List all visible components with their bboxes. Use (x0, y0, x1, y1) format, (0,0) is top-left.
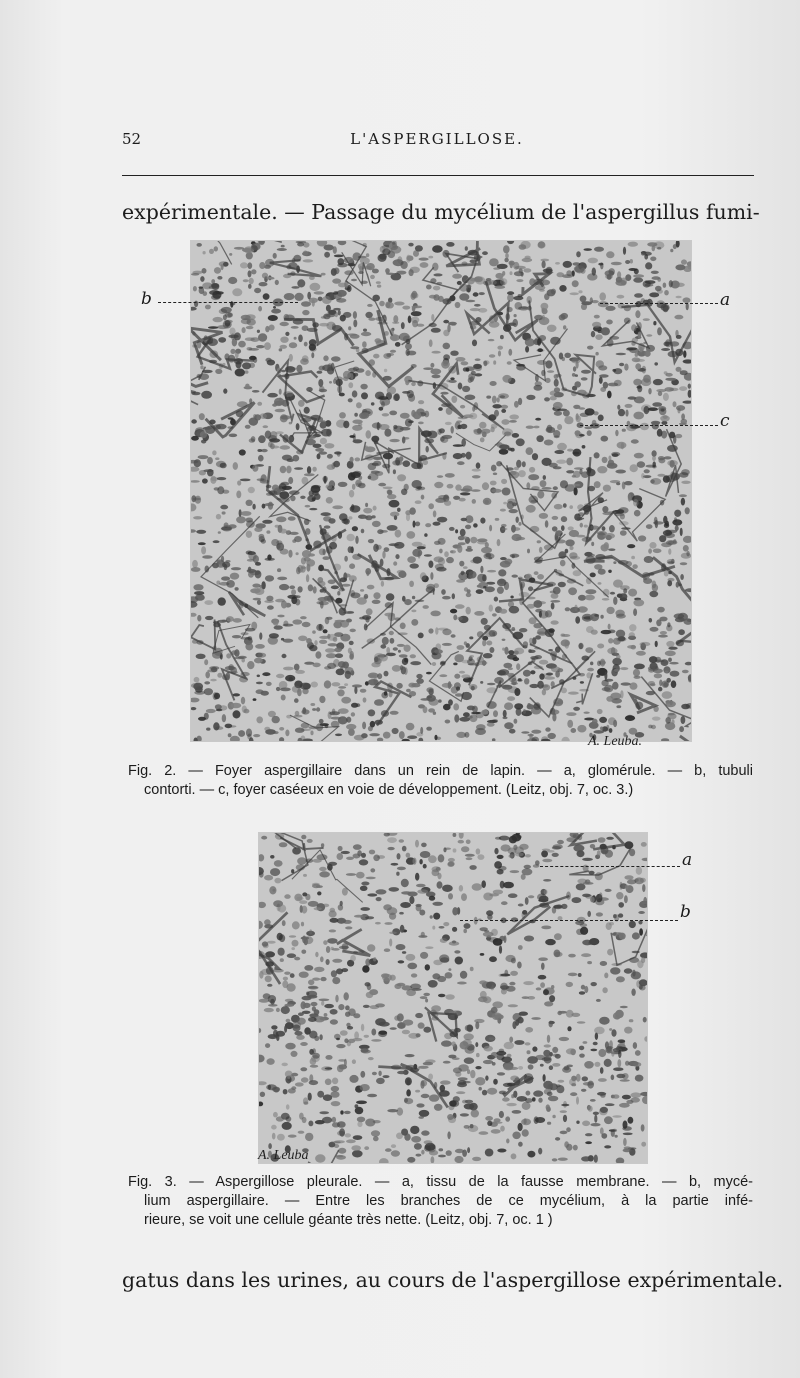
figure-2-leader-a (600, 303, 718, 304)
figure-2-caption (128, 762, 753, 800)
body-text-top: expérimentale. — Passage du mycélium de l'aspergillus fumi- (122, 200, 760, 224)
figure-2-label-c: c (720, 411, 730, 431)
figure-3-label-a: a (682, 850, 693, 870)
figure-3-caption-line: Fig. 3. — Aspergillose pleurale. — a, tissu de la fausse membrane. — b, mycé- (128, 1174, 753, 1190)
figure-3-caption-line: rieure, se voit une cellule géante très nette. (Leitz, obj. 7, oc. 1 ) (144, 1212, 553, 1228)
running-title: L'ASPERGILLOSE. (350, 130, 524, 148)
figure-3-leader-b (460, 920, 678, 921)
figure-2-engraver-signature: A. Leuba. (588, 734, 643, 749)
figure-3-engraver-signature: A. Leuba (258, 1148, 309, 1163)
figure-2-caption-line: Fig. 2. — Foyer aspergillaire dans un rein de lapin. — a, glomérule. — b, tubuli (128, 763, 753, 779)
figure-3-label-b: b (680, 902, 691, 922)
figure-3-caption-line: lium aspergillaire. — Entre les branches de ce mycélium, à la partie infé- (144, 1193, 753, 1209)
figure-2-leader-c (580, 425, 718, 426)
figure-3-caption (128, 1173, 753, 1230)
figure-2-illustration (190, 240, 692, 742)
page-number: 52 (122, 130, 142, 148)
header-rule (122, 175, 754, 176)
figure-3-illustration (258, 832, 648, 1164)
figure-2-leader-b (158, 302, 298, 303)
body-text-bottom: gatus dans les urines, au cours de l'aspergillose expérimentale. (122, 1268, 784, 1292)
figure-3-leader-a (540, 866, 680, 867)
figure-2-caption-line: contorti. — c, foyer caséeux en voie de développement. (Leitz, obj. 7, oc. 3.) (144, 782, 634, 798)
page-header (122, 130, 752, 154)
figure-2-label-b: b (141, 289, 152, 309)
pleural-tissue-engraving (259, 833, 647, 1163)
figure-2-label-a: a (720, 290, 731, 310)
kidney-tissue-engraving (191, 241, 691, 741)
